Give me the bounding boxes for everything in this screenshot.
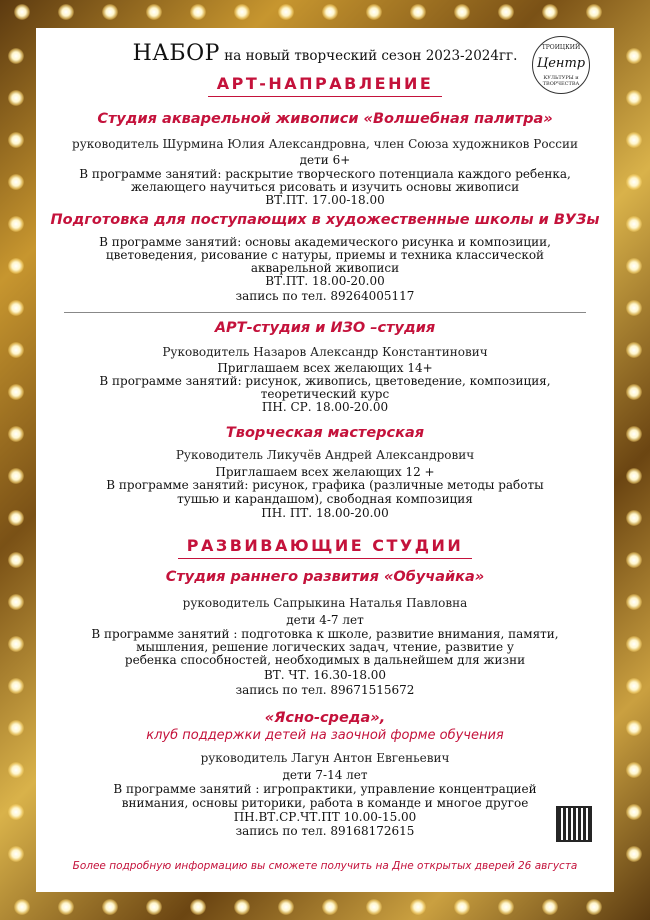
light-bulb-icon (58, 4, 74, 20)
studio-title: Студия акварельной живописи «Волшебная палитра» (97, 111, 553, 127)
light-bulb-icon (626, 258, 642, 274)
light-bulb-icon (626, 216, 642, 232)
title-rest: на новый творческий сезон 2023-2024гг. (219, 48, 518, 64)
light-bulb-icon (8, 846, 24, 862)
studio-schedule: ВТ.ПТ. 17.00-18.00 (265, 193, 385, 207)
studio-program-line: В программе занятий: рисунок, графика (различные методы работы (106, 478, 544, 492)
studio-schedule: ВТ.ПТ. 18.00-20.00 (265, 274, 385, 288)
studio-schedule: ПН. ПТ. 18.00-20.00 (261, 506, 389, 520)
studio-program-line: В программе занятий: раскрытие творческого потенциала каждого ребенка, (79, 167, 571, 181)
logo-top-text: ТРОИЦКИЙ (541, 44, 581, 51)
studio-program-line: В программе занятий : игропрактики, управление концентрацией (113, 782, 537, 796)
poster-title (36, 41, 614, 66)
dev-section-heading: РАЗВИВАЮЩИЕ СТУДИИ (186, 536, 464, 555)
studio-title: Студия раннего развития «Обучайка» (165, 569, 485, 585)
light-bulb-icon (190, 899, 206, 915)
studio-title: Творческая мастерская (225, 425, 425, 441)
light-bulb-icon (8, 426, 24, 442)
studio-subtitle: клуб поддержки детей на заочной форме обучения (146, 728, 504, 743)
studio-program-line: мышления, решение логических задач, чтение, развитие у (136, 640, 514, 654)
studio-leader: руководитель Шурмина Юлия Александровна, член Союза художников России (72, 137, 578, 151)
light-bulb-icon (14, 899, 30, 915)
light-bulb-icon (586, 899, 602, 915)
light-bulb-icon (626, 468, 642, 484)
light-bulb-icon (626, 552, 642, 568)
light-bulb-icon (234, 899, 250, 915)
studio-phone: запись по тел. 89264005117 (235, 289, 415, 303)
studio-program-line: В программе занятий : подготовка к школе, развитие внимания, памяти, (91, 627, 559, 641)
studio-program-line: тушью и карандашом), свободная композиция (177, 492, 473, 506)
studio-schedule: ВТ. ЧТ. 16.30-18.00 (263, 668, 387, 682)
light-bulb-icon (626, 174, 642, 190)
light-bulb-icon (8, 48, 24, 64)
light-bulb-icon (8, 678, 24, 694)
studio-age: дети 6+ (299, 153, 351, 167)
light-bulb-icon (8, 594, 24, 610)
light-bulb-icon (8, 132, 24, 148)
studio-leader: руководитель Лагун Антон Евгеньевич (200, 751, 450, 765)
studio-program-line: В программе занятий: рисунок, живопись, цветоведение, композиция, (99, 374, 551, 388)
light-bulb-icon (626, 90, 642, 106)
studio-phone: запись по тел. 89168172615 (235, 824, 415, 838)
light-bulb-icon (626, 300, 642, 316)
light-bulb-icon (278, 4, 294, 20)
dev-heading-underline (178, 558, 472, 559)
studio-schedule: ПН. СР. 18.00-20.00 (261, 400, 389, 414)
light-bulb-icon (322, 899, 338, 915)
light-bulb-icon (8, 174, 24, 190)
light-bulb-icon (366, 899, 382, 915)
studio-program-line: акварельной живописи (250, 261, 400, 275)
studio-title: «Ясно-среда», (264, 710, 386, 726)
light-bulb-icon (498, 4, 514, 20)
footer-note: Более подробную информацию вы сможете получить на Дне открытых дверей 26 августа (72, 860, 578, 872)
light-bulb-icon (626, 342, 642, 358)
light-bulb-icon (234, 4, 250, 20)
studio-phone: запись по тел. 89671515672 (235, 683, 415, 697)
light-bulb-icon (58, 899, 74, 915)
light-bulb-icon (498, 899, 514, 915)
light-bulb-icon (626, 762, 642, 778)
light-bulb-icon (8, 468, 24, 484)
light-bulb-icon (146, 899, 162, 915)
light-bulb-icon (8, 258, 24, 274)
light-bulb-icon (626, 384, 642, 400)
studio-leader: Руководитель Ликучёв Андрей Александрович (175, 448, 475, 462)
light-bulb-icon (8, 762, 24, 778)
light-bulb-icon (542, 4, 558, 20)
studio-age: Приглашаем всех желающих 14+ (217, 361, 433, 375)
poster-panel (36, 28, 614, 892)
light-bulb-icon (626, 804, 642, 820)
light-bulb-icon (626, 846, 642, 862)
studio-leader: руководитель Сапрыкина Наталья Павловна (182, 596, 468, 610)
light-bulb-icon (626, 48, 642, 64)
studio-program-line: теоретический курс (260, 387, 390, 401)
light-bulb-icon (626, 510, 642, 526)
light-bulb-icon (8, 216, 24, 232)
studio-title: АРТ-студия и ИЗО –студия (214, 320, 436, 336)
studio-age: Приглашаем всех желающих 12 + (215, 465, 435, 479)
light-bulb-icon (8, 90, 24, 106)
light-bulb-icon (626, 636, 642, 652)
light-bulb-icon (410, 899, 426, 915)
light-bulb-icon (626, 678, 642, 694)
studio-leader: Руководитель Назаров Александр Константинович (162, 345, 488, 359)
studio-age: дети 4-7 лет (286, 613, 364, 627)
studio-program-line: желающего научиться рисовать и изучить основы живописи (130, 180, 520, 194)
light-bulb-icon (190, 4, 206, 20)
studio-program-line: внимания, основы риторики, работа в команде и многое другое (121, 796, 529, 810)
light-bulb-icon (8, 300, 24, 316)
studio-program-line: В программе занятий: основы академического рисунка и композиции, (99, 235, 551, 249)
art-heading-underline (208, 96, 442, 97)
light-bulb-icon (8, 384, 24, 400)
logo-bottom-text: КУЛЬТУРЫ и ТВОРЧЕСТВА (542, 75, 580, 87)
light-bulb-icon (102, 899, 118, 915)
studio-program-line: цветоведения, рисование с натуры, приемы и техника классической (105, 248, 545, 262)
studio-title: Подготовка для поступающих в художественные школы и ВУЗы (50, 212, 600, 228)
section-divider (64, 312, 586, 313)
studio-schedule: ПН.ВТ.СР.ЧТ.ПТ 10.00-15.00 (233, 810, 417, 824)
qr-code[interactable] (556, 806, 592, 842)
title-big-word: НАБОР (132, 41, 220, 66)
light-bulb-icon (8, 804, 24, 820)
light-bulb-icon (146, 4, 162, 20)
light-bulb-icon (626, 720, 642, 736)
light-bulb-icon (8, 342, 24, 358)
logo-mid-text: Центр (536, 56, 586, 71)
light-bulb-icon (454, 899, 470, 915)
light-bulb-icon (626, 426, 642, 442)
art-section-heading: АРТ-НАПРАВЛЕНИЕ (216, 74, 434, 93)
light-bulb-icon (8, 636, 24, 652)
light-bulb-icon (8, 552, 24, 568)
light-bulb-icon (542, 899, 558, 915)
studio-program-line: ребенка способностей, необходимых в дальнейшем для жизни (124, 653, 526, 667)
studio-age: дети 7-14 лет (282, 768, 368, 782)
light-bulb-icon (102, 4, 118, 20)
light-bulb-icon (8, 720, 24, 736)
light-bulb-icon (586, 4, 602, 20)
light-bulb-icon (410, 4, 426, 20)
light-bulb-icon (626, 594, 642, 610)
light-bulb-icon (278, 899, 294, 915)
light-bulb-icon (366, 4, 382, 20)
light-bulb-icon (322, 4, 338, 20)
light-bulb-icon (14, 4, 30, 20)
light-bulb-icon (8, 510, 24, 526)
light-bulb-icon (454, 4, 470, 20)
light-bulb-icon (626, 132, 642, 148)
